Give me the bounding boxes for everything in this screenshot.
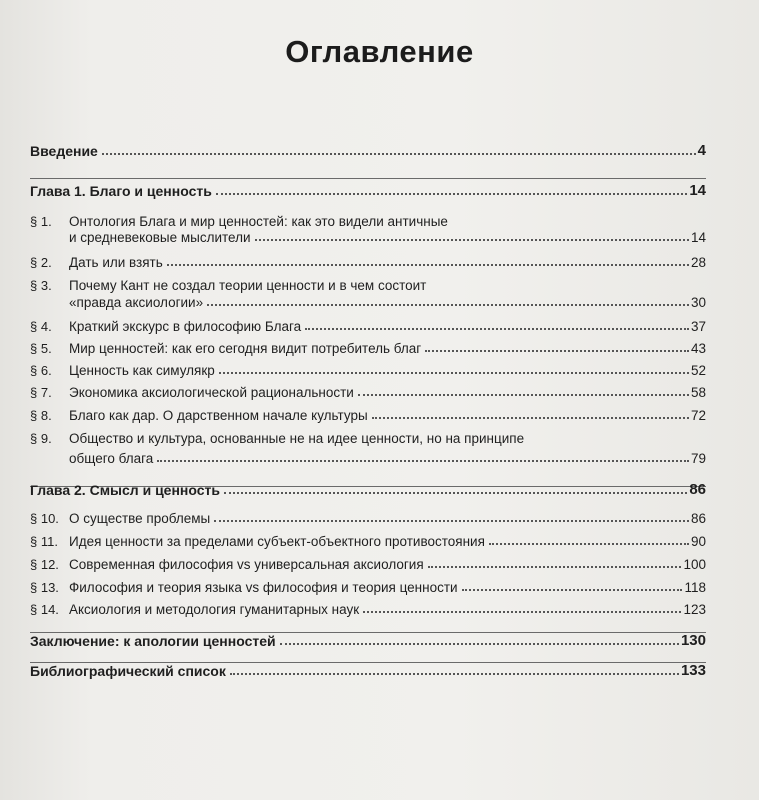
- page-number: 133: [680, 662, 706, 679]
- page-number: 86: [689, 481, 706, 498]
- page-number: 4: [697, 142, 706, 159]
- toc-section-entry[interactable]: [30, 557, 706, 572]
- entry-title: Краткий экскурс в философию Блага: [69, 319, 302, 334]
- entry-title: Благо как дар. О дарственном начале культуры: [69, 408, 368, 423]
- entry-title: Библиографический список: [30, 663, 226, 679]
- entry-title: Глава 2. Смысл и ценность: [30, 482, 220, 498]
- dot-leader: [167, 263, 689, 266]
- page-number: 30: [690, 295, 706, 310]
- section-number: § 6.: [30, 363, 52, 378]
- section-divider: [30, 178, 706, 179]
- page-number: 90: [690, 534, 706, 549]
- toc-section-entry[interactable]: [30, 230, 706, 245]
- page-number: 86: [690, 511, 706, 526]
- entry-title: О существе проблемы: [69, 511, 211, 526]
- toc-section-entry[interactable]: [30, 385, 706, 400]
- section-number: § 10.: [30, 511, 59, 526]
- dot-leader: [216, 192, 687, 195]
- toc-section-entry[interactable]: [30, 255, 706, 270]
- page-number: 52: [690, 363, 706, 378]
- toc-section-entry[interactable]: [30, 341, 706, 356]
- toc-section-entry[interactable]: [30, 319, 706, 334]
- page-number: 100: [683, 557, 706, 572]
- dot-leader: [214, 519, 689, 522]
- toc-section-entry[interactable]: [30, 295, 706, 310]
- section-number: § 12.: [30, 557, 59, 572]
- dot-leader: [372, 416, 689, 419]
- dot-leader: [219, 371, 689, 374]
- dot-leader: [230, 672, 679, 675]
- dot-leader: [102, 152, 696, 155]
- page-number: 118: [684, 580, 706, 595]
- entry-title: Современная философия vs универсальная аксиология: [69, 557, 424, 572]
- entry-title: и средневековые мыслители: [69, 230, 251, 245]
- entry-title: Ценность как симулякр: [69, 363, 215, 378]
- dot-leader: [425, 349, 689, 352]
- toc-entry-first-line: [30, 214, 706, 229]
- toc-section-entry[interactable]: [30, 602, 706, 617]
- page-number: 14: [689, 182, 706, 199]
- section-number: § 11.: [30, 534, 58, 549]
- section-number: § 7.: [30, 385, 52, 400]
- dot-leader: [305, 327, 689, 330]
- section-number: § 2.: [30, 255, 52, 270]
- toc-section-entry[interactable]: [30, 580, 706, 595]
- toc-chapter-entry[interactable]: [30, 632, 706, 649]
- page-number: 130: [680, 632, 706, 649]
- toc-section-entry[interactable]: [30, 408, 706, 423]
- page-number: 43: [690, 341, 706, 356]
- page-number: 123: [683, 602, 706, 617]
- toc-section-entry[interactable]: [30, 511, 706, 526]
- page-number: 14: [690, 230, 706, 245]
- page-number: 58: [690, 385, 706, 400]
- section-number: § 1.: [30, 214, 52, 229]
- section-number: § 5.: [30, 341, 52, 356]
- toc-chapter-entry[interactable]: [30, 662, 706, 679]
- toc-chapter-entry[interactable]: [30, 481, 706, 498]
- entry-title: Почему Кант не создал теории ценности и в чем состоит: [69, 278, 427, 293]
- dot-leader: [363, 610, 681, 613]
- section-number: § 13.: [30, 580, 59, 595]
- toc-entry-first-line: [30, 278, 706, 293]
- section-number: § 4.: [30, 319, 52, 334]
- toc-section-entry[interactable]: [30, 534, 706, 549]
- dot-leader: [428, 565, 682, 568]
- dot-leader: [255, 238, 689, 241]
- toc-entry-first-line: [30, 431, 706, 446]
- dot-leader: [462, 588, 683, 591]
- entry-title: «правда аксиологии»: [69, 295, 204, 310]
- entry-title: Введение: [30, 143, 98, 159]
- entry-title: Дать или взять: [69, 255, 163, 270]
- entry-title: Идея ценности за пределами субъект-объектного противостояния: [69, 534, 485, 549]
- dot-leader: [358, 393, 689, 396]
- entry-title: Глава 1. Благо и ценность: [30, 183, 212, 199]
- section-number: § 3.: [30, 278, 52, 293]
- page-title: Оглавление: [285, 34, 474, 69]
- entry-title: Общество и культура, основанные не на идее ценности, но на принципе: [69, 431, 525, 446]
- entry-title: Аксиология и методология гуманитарных наук: [69, 602, 360, 617]
- section-number: § 9.: [30, 431, 52, 446]
- toc-chapter-entry[interactable]: [30, 142, 706, 159]
- dot-leader: [157, 459, 689, 462]
- dot-leader: [280, 642, 679, 645]
- entry-title: Философия и теория языка vs философия и теория ценности: [69, 580, 458, 595]
- entry-title: Онтология Блага и мир ценностей: как это видели античные: [69, 214, 448, 229]
- entry-title: Экономика аксиологической рациональности: [69, 385, 354, 400]
- dot-leader: [207, 303, 689, 306]
- toc-section-entry[interactable]: [30, 363, 706, 378]
- dot-leader: [489, 542, 689, 545]
- dot-leader: [224, 491, 687, 494]
- toc-section-entry[interactable]: [30, 451, 706, 466]
- page-number: 72: [690, 408, 706, 423]
- page-number: 28: [690, 255, 706, 270]
- entry-title: Заключение: к апологии ценностей: [30, 633, 276, 649]
- entry-title: Мир ценностей: как его сегодня видит потребитель благ: [69, 341, 422, 356]
- page-number: 79: [690, 451, 706, 466]
- section-number: § 8.: [30, 408, 52, 423]
- section-number: § 14.: [30, 602, 59, 617]
- page-number: 37: [690, 319, 706, 334]
- entry-title: общего блага: [69, 451, 154, 466]
- toc-chapter-entry[interactable]: [30, 182, 706, 199]
